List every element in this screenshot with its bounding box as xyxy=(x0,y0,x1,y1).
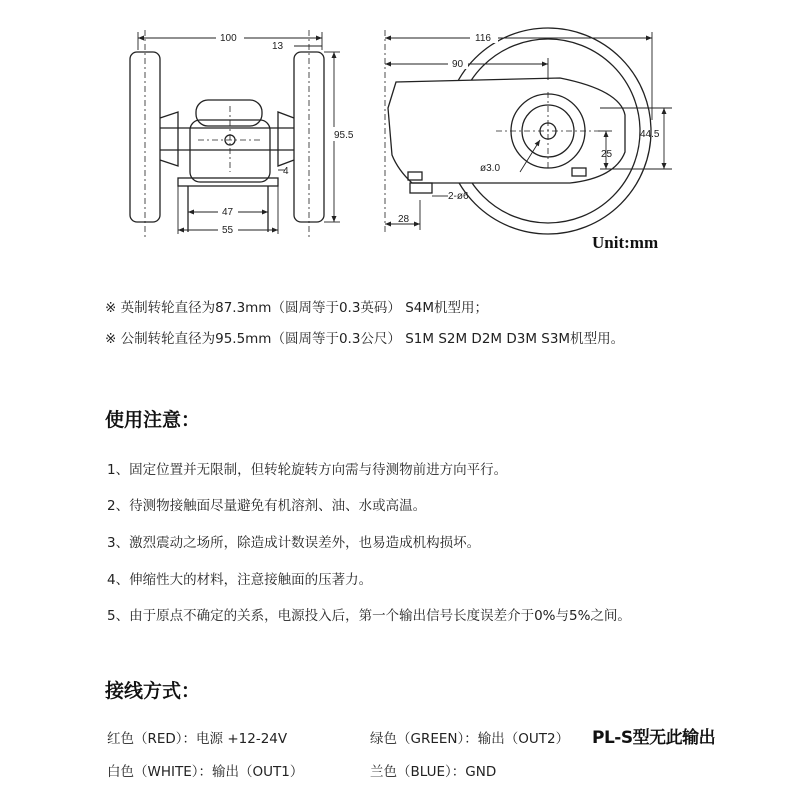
usage-item-4: 4、伸缩性大的材料，注意接触面的压著力。 xyxy=(107,572,373,588)
note-imperial: ※ 英制转轮直径为87.3mm（圆周等于0.3英码） S4M机型用； xyxy=(105,300,489,316)
wire-green: 绿色（GREEN）：输出（OUT2） xyxy=(370,731,570,747)
wiring-title: 接线方式： xyxy=(105,680,201,702)
wire-red: 红色（RED）：电源 +12-24V xyxy=(107,731,288,747)
dim-47: 47 xyxy=(222,207,234,218)
dim-95-5: 95.5 xyxy=(334,130,354,141)
usage-item-3: 3、激烈震动之场所，除造成计数误差外，也易造成机构损坏。 xyxy=(107,535,481,551)
dim-phi3: ø3.0 xyxy=(480,163,501,174)
dim-13: 13 xyxy=(272,41,284,52)
dimension-drawing xyxy=(0,0,800,270)
encoder-housing xyxy=(388,78,625,183)
dim-44-5: 44.5 xyxy=(640,129,660,140)
usage-item-1: 1、固定位置并无限制，但转轮旋转方向需与待测物前进方向平行。 xyxy=(107,462,508,478)
pls-note: PL-S型无此输出 xyxy=(592,728,716,748)
dim-100: 100 xyxy=(220,33,237,44)
note-metric: ※ 公制转轮直径为95.5mm（圆周等于0.3公尺） S1M S2M D2M D3M S3M机型用。 xyxy=(105,331,625,347)
dim-28: 28 xyxy=(398,214,410,225)
dim-55: 55 xyxy=(222,225,234,236)
dim-25: 25 xyxy=(601,149,613,160)
dim-90: 90 xyxy=(452,59,464,70)
dim-hole-2-phi6: 2-ø6 xyxy=(448,191,469,202)
usage-item-2: 2、待测物接触面尽量避免有机溶剂、油、水或高温。 xyxy=(107,498,427,514)
wire-white: 白色（WHITE）：输出（OUT1） xyxy=(107,764,304,780)
dim-116: 116 xyxy=(475,33,491,44)
usage-title: 使用注意： xyxy=(105,409,201,431)
usage-item-5: 5、由于原点不确定的关系，电源投入后，第一个输出信号长度误差介于0%与5%之间。 xyxy=(107,608,631,624)
dim-4: 4 xyxy=(283,166,289,177)
unit-label: Unit:mm xyxy=(592,233,659,252)
wire-blue: 兰色（BLUE）：GND xyxy=(370,764,497,780)
